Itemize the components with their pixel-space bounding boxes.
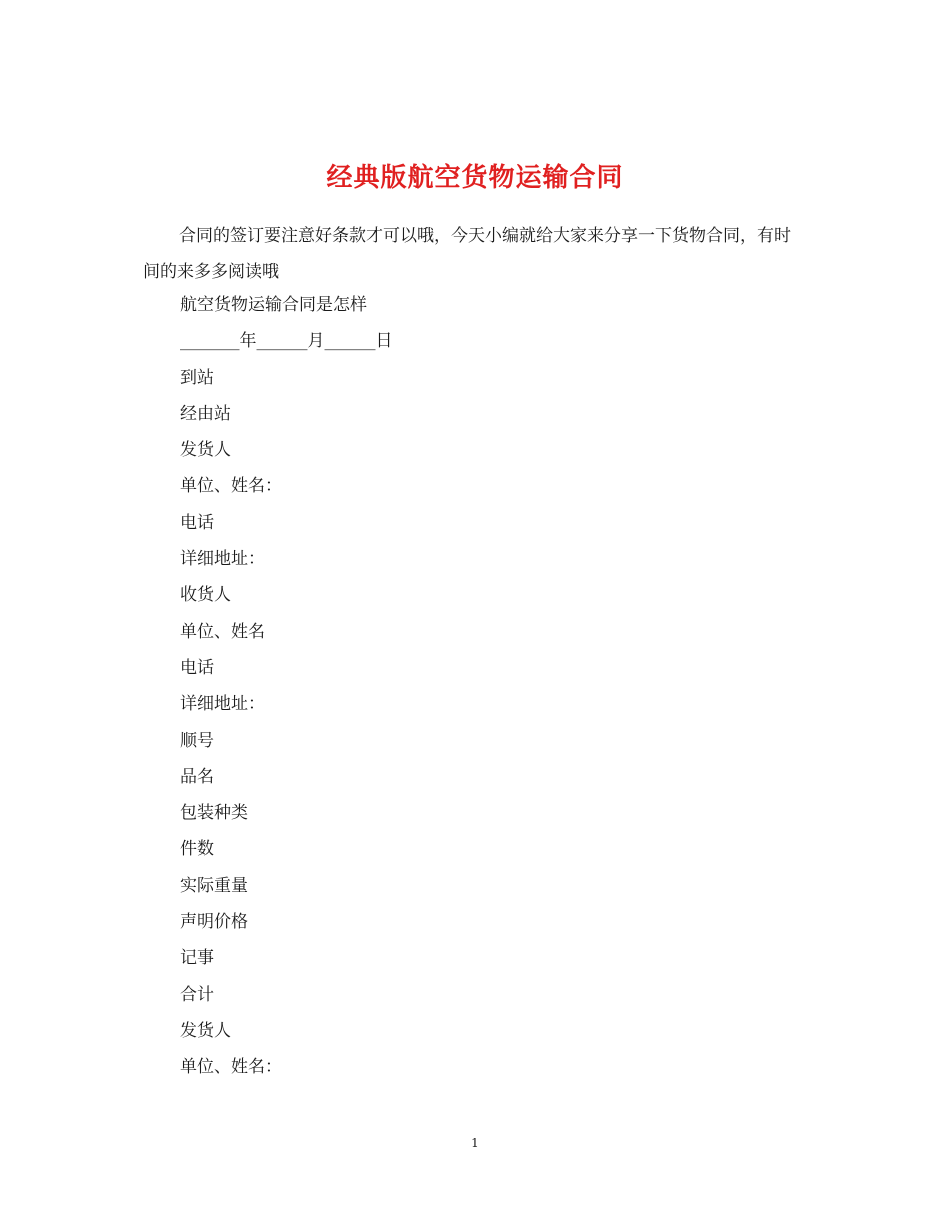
field-line: 单位、姓名 <box>180 621 265 642</box>
field-line: 电话 <box>180 512 214 533</box>
field-line: 到站 <box>180 367 214 388</box>
field-line: 发货人 <box>180 1020 231 1041</box>
intro-paragraph: 合同的签订要注意好条款才可以哦，今天小编就给大家来分享一下货物合同，有时间的来多多阅读哦 <box>143 226 791 282</box>
field-line: 详细地址： <box>180 549 265 570</box>
field-line: 发货人 <box>180 440 231 461</box>
field-line: 包装种类 <box>180 803 248 824</box>
field-line: 经由站 <box>180 403 231 424</box>
field-line: 品名 <box>180 766 214 787</box>
field-line: 电话 <box>180 657 214 678</box>
document-title: 经典版航空货物运输合同 <box>326 163 624 194</box>
field-line: 记事 <box>180 948 214 969</box>
field-line: 航空货物运输合同是怎样 <box>180 295 367 315</box>
field-line: 声明价格 <box>180 912 248 933</box>
field-line: 实际重量 <box>180 875 248 896</box>
field-line: 单位、姓名： <box>180 1057 282 1078</box>
field-line: 顺号 <box>180 730 214 751</box>
field-line: 合计 <box>180 984 214 1005</box>
page-number: 1 <box>471 1136 479 1150</box>
field-line: 详细地址： <box>180 694 265 715</box>
field-line: 收货人 <box>180 585 231 606</box>
contract-field-list <box>180 287 393 1086</box>
field-line: 件数 <box>180 839 214 860</box>
date-line: _______年______月______日 <box>180 331 393 352</box>
field-line: 单位、姓名： <box>180 476 282 497</box>
